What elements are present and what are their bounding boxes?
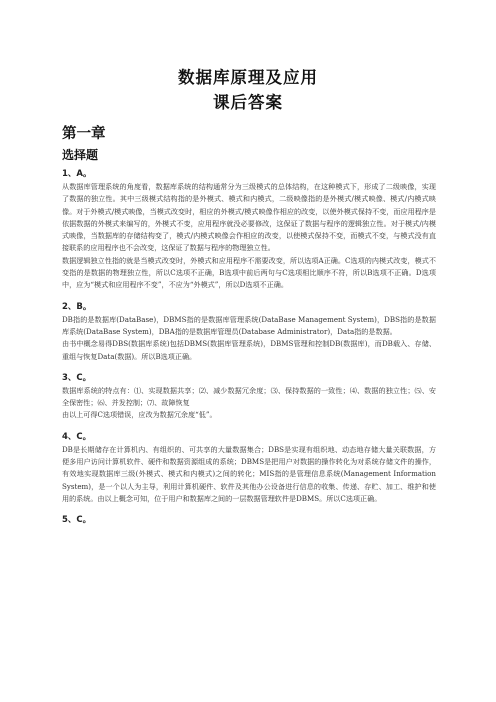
document-title: 数据库原理及应用 (178, 68, 318, 87)
answer-number: 1、A。 (62, 169, 92, 179)
answer-explanation: 从数据库管理系统的角度看，数据库系统的结构通常分为三级模式的总体结构，在这种模式下，形成了二级映像，实现了数据的独立性。其中三级模式结构指的是外模式、模式和内模式，二级映像指的是外模式/模式映像、模式/内模式映像。对于外模式/模式映像，当模式改变时，相应的外模式/模式映像作相应的改变，以使外模式保持不变，而应用程序是依据数据的外模式来编写的，外模式不变，应用程序就没必要修改，这保证了数据与程序的逻辑独立性。对于模式/内模式映像，当数据库的存储结构变了，模式/内模式映像会作相应的改变，以使模式保持不变，而模式不变，与模式没有直接联系的应用程序也不会改变，这保证了数据与程序的物理独立性。 数据逻辑独立性指的就是当模式改变时，外模式和应用程序不需要改变，所以选项A正确。C选项的内模式改变，模式不变指的是数据的物理独立性，所以C选项不正确，B选项中前后两句与C选项相比顺序不符，所以B选项不正确。D选项中，应为“模式和应用程序不变”，不应为“外模式”，所以D选项不正确。 (62, 182, 436, 290)
answer-number: 2、B。 (62, 301, 92, 312)
answer-explanation: 数据库系统的特点有：⑴、实现数据共享；⑵、减少数据冗余度；⑶、保持数据的一致性；⑷、数据的独立性；⑸、安全保密性；⑹、并发控制；⑺、故障恢复 由以上可得C选项错误，应改为数据冗余度“低”。 (62, 385, 436, 420)
answer-list (62, 167, 436, 527)
answer-explanation: DB指的是数据库(DataBase)，DBMS指的是数据库管理系统(DataBase Management System)，DBS指的是数据库系统(DataBase System)，DBA指的是数据库管理员(Database Administrator)，Data指的是数据。 由书中概念易得DBS(数据库系统)包括DBMS(数据库管理系统)，DBMS管理和控制DB(数据库)，而DB载入、存储、重组与恢复Data(数据)。所以B选项正确。 (62, 314, 436, 361)
answer-item-3 (62, 371, 436, 422)
answer-item-1 (62, 167, 436, 292)
answer-explanation: DB是长期储存在计算机内、有组织的、可共享的大量数据集合；DBS是实现有组织地、动态地存储大量关联数据，方便多用户访问计算机软件、硬件和数据资源组成的系统；DBMS是把用户对数据的操作转化为对系统存储文件的操作，有效地实现数据库三级(外模式、模式和内模式)之间的转化；MIS指的是管理信息系统(Management Information System)，是一个以人为主导，利用计算机硬件、软件及其他办公设备进行信息的收集、传递、存贮、加工、维护和使用的系统。由以上概念可知，位于用户和数据库之间的一层数据管理软件是DBMS。所以C选项正确。 (62, 444, 436, 503)
section-heading: 选择题 (62, 148, 99, 162)
answer-number: 4、C。 (62, 431, 92, 442)
answer-number: 5、C。 (62, 515, 92, 526)
answer-item-5 (62, 513, 436, 527)
answer-item-2 (62, 300, 436, 363)
chapter-heading: 第一章 (62, 126, 106, 142)
answer-number: 3、C。 (62, 372, 92, 383)
answer-item-4 (62, 430, 436, 505)
document-subtitle: 课后答案 (213, 93, 283, 112)
